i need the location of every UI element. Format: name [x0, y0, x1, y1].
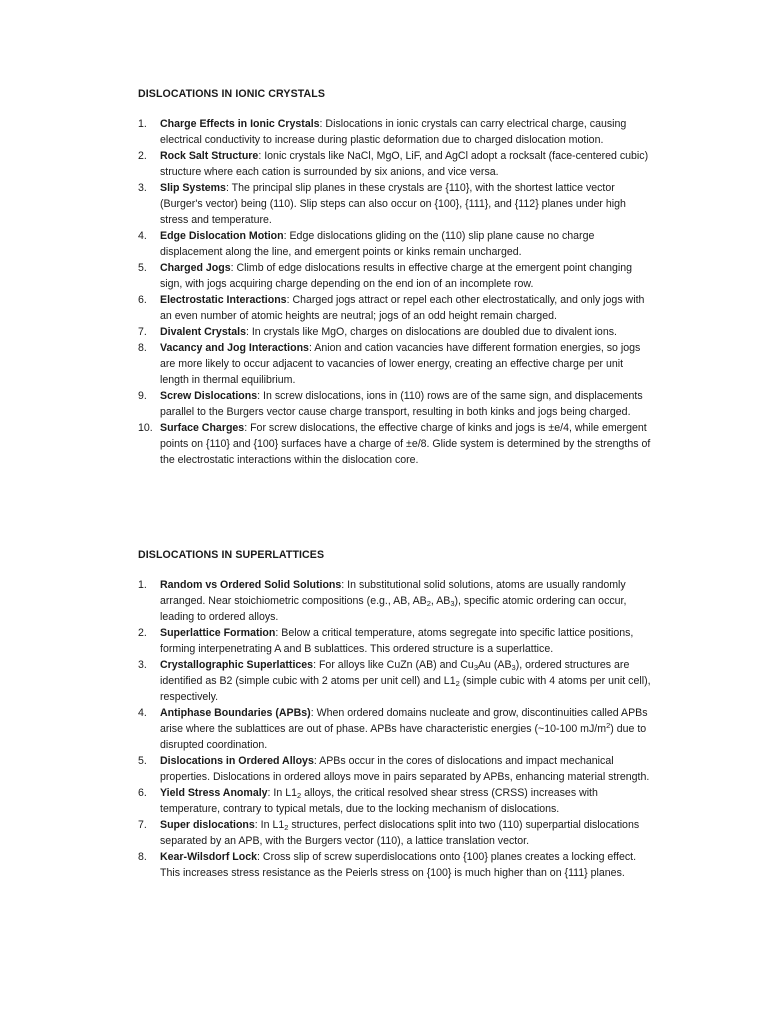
item-term: Charge Effects in Ionic Crystals — [160, 118, 320, 130]
item-text: : Charged jogs attract or repel each other electrostatically, and only jogs with an even number of atomic heights are neutral; jogs of an odd height remain charged. — [160, 294, 645, 322]
item-text: : Dislocations in ionic crystals can carry electrical charge, causing electrical conductivity to increase during plastic deformation due to charged dislocation motion. — [160, 118, 627, 146]
item-number: 4. — [138, 707, 147, 719]
item-text: : Cross slip of screw superdislocations onto {100} planes creates a locking effect. This increases stress resistance as the Peierls stress on {100} is much higher than on {111} planes. — [160, 851, 637, 879]
list-item — [138, 705, 653, 753]
list-item — [138, 324, 653, 340]
list-item — [138, 625, 653, 657]
item-term: Electrostatic Interactions — [160, 294, 287, 306]
item-term: Surface Charges — [160, 422, 245, 434]
item-text: Au (AB — [477, 659, 512, 671]
item-text: , AB — [430, 595, 451, 607]
item-number: 8. — [138, 342, 147, 354]
item-number: 7. — [138, 326, 147, 338]
item-term: Superlattice Formation — [160, 627, 276, 639]
superlattices-list — [138, 577, 653, 881]
list-item — [138, 577, 653, 625]
item-term: Screw Dislocations — [160, 390, 258, 402]
item-text: : Climb of edge dislocations results in effective charge at the emergent point changing sign, with jogs acquiring charge depending on the end ion of an incomplete row. — [160, 262, 633, 290]
item-number: 5. — [138, 262, 147, 274]
item-term: Vacancy and Jog Interactions — [160, 342, 309, 354]
list-item — [138, 180, 653, 228]
item-text: : In substitutional solid solutions, atoms are usually randomly arranged. Near stoichiometric compositions (e.g., AB, AB — [160, 579, 626, 607]
item-text: : The principal slip planes in these crystals are {110}, with the shortest lattice vector (Burger's vector) being (110). Slip steps can also occur on {100}, {111}, and {112} planes under high stress and temperature. — [160, 182, 626, 226]
subscript: 3 — [511, 663, 516, 672]
item-term: Yield Stress Anomaly — [160, 787, 268, 799]
superlattices-section — [138, 547, 653, 881]
item-term: Crystallographic Superlattices — [160, 659, 314, 671]
item-term: Antiphase Boundaries (APBs) — [160, 707, 311, 719]
item-number: 4. — [138, 230, 147, 242]
item-number: 2. — [138, 627, 147, 639]
item-text: ), ordered structures are identified as B2 (simple cubic with 2 atoms per unit cell) and L1 — [160, 659, 630, 687]
item-number: 6. — [138, 787, 147, 799]
list-item — [138, 116, 653, 148]
item-number: 6. — [138, 294, 147, 306]
item-text: : When ordered domains nucleate and grow, discontinuities called APBs arise where the sublattices are out of phase. APBs have characteristic energies (~10-100 mJ/m — [160, 707, 648, 735]
item-term: Slip Systems — [160, 182, 226, 194]
list-item — [138, 785, 653, 817]
item-text: alloys, the critical resolved shear stress (CRSS) increases with temperature, contrary to typical metals, due to the locking mechanism of dislocations. — [160, 787, 598, 815]
list-item — [138, 260, 653, 292]
item-text: : APBs occur in the cores of dislocations and impact mechanical properties. Dislocations in ordered alloys move in pairs separated by APBs, enhancing material strength. — [160, 755, 650, 783]
item-term: Super dislocations — [160, 819, 255, 831]
item-text: : In L1 — [267, 787, 297, 799]
item-text: : Ionic crystals like NaCl, MgO, LiF, and AgCl adopt a rocksalt (face-centered cubic) structure where each cation is surrounded by six anions, and vice versa. — [160, 150, 649, 178]
item-term: Random vs Ordered Solid Solutions — [160, 579, 342, 591]
item-term: Charged Jogs — [160, 262, 231, 274]
list-item — [138, 849, 653, 881]
ionic-list — [138, 116, 653, 468]
item-term: Edge Dislocation Motion — [160, 230, 284, 242]
item-text: : For alloys like CuZn (AB) and Cu — [313, 659, 474, 671]
ionic-crystals-section — [138, 86, 653, 468]
list-item — [138, 753, 653, 785]
superscript: 2 — [606, 721, 611, 730]
item-number: 1. — [138, 579, 147, 591]
item-text: ) due to disrupted coordination. — [160, 723, 647, 751]
list-item — [138, 148, 653, 180]
subscript: 3 — [450, 599, 455, 608]
item-number: 3. — [138, 659, 147, 671]
section-heading: DISLOCATIONS IN SUPERLATTICES — [138, 549, 325, 561]
item-number: 3. — [138, 182, 147, 194]
item-text: : Below a critical temperature, atoms segregate into specific lattice positions, forming interpenetrating A and B sublattices. This ordered structure is a superlattice. — [160, 627, 634, 655]
item-text: : In L1 — [254, 819, 285, 831]
subscript: 3 — [473, 663, 478, 672]
list-item — [138, 657, 653, 705]
subscript: 2 — [284, 823, 289, 832]
list-item — [138, 388, 653, 420]
list-item — [138, 817, 653, 849]
item-term: Rock Salt Structure — [160, 150, 259, 162]
section-heading: DISLOCATIONS IN IONIC CRYSTALS — [138, 88, 326, 100]
item-text: : In screw dislocations, ions in (110) rows are of the same sign, and displacements parallel to the Burgers vector cause charge transport, resulting in both kinks and jogs being charged. — [160, 390, 643, 418]
item-number: 9. — [138, 390, 147, 402]
item-text: : Edge dislocations gliding on the (110) slip plane cause no charge displacement along the line, and emergent points or kinks remain uncharged. — [160, 230, 595, 258]
item-number: 1. — [138, 118, 147, 130]
item-text: : For screw dislocations, the effective charge of kinks and jogs is ±e/4, while emergent points on {110} and {100} surfaces have a charge of ±e/8. Glide system is determined by the strengths of the electrostatic interactions within the dislocation core. — [160, 422, 651, 466]
item-number: 10. — [138, 422, 153, 434]
item-term: Dislocations in Ordered Alloys — [160, 755, 314, 767]
item-text: : Anion and cation vacancies have different formation energies, so jogs are more likely to occur adjacent to vacancies of lower energy, creating an effective charge per unit length in thermal equilibrium. — [160, 342, 641, 386]
item-term: Divalent Crystals — [160, 326, 246, 338]
list-item — [138, 292, 653, 324]
subscript: 2 — [426, 599, 431, 608]
item-number: 7. — [138, 819, 147, 831]
subscript: 2 — [297, 791, 302, 800]
subscript: 2 — [455, 679, 460, 688]
item-number: 2. — [138, 150, 147, 162]
item-term: Kear-Wilsdorf Lock — [160, 851, 258, 863]
item-text: structures, perfect dislocations split into two (110) superpartial dislocations separated by an APB, with the Burgers vector (110), a lattice translation vector. — [160, 819, 640, 847]
item-text: ), specific atomic ordering can occur, leading to ordered alloys. — [160, 595, 627, 623]
list-item — [138, 340, 653, 388]
item-text: : In crystals like MgO, charges on dislocations are doubled due to divalent ions. — [245, 326, 617, 338]
item-number: 8. — [138, 851, 147, 863]
item-number: 5. — [138, 755, 147, 767]
list-item — [138, 228, 653, 260]
list-item — [138, 420, 653, 468]
item-text: (simple cubic with 4 atoms per unit cell), respectively. — [160, 675, 651, 703]
